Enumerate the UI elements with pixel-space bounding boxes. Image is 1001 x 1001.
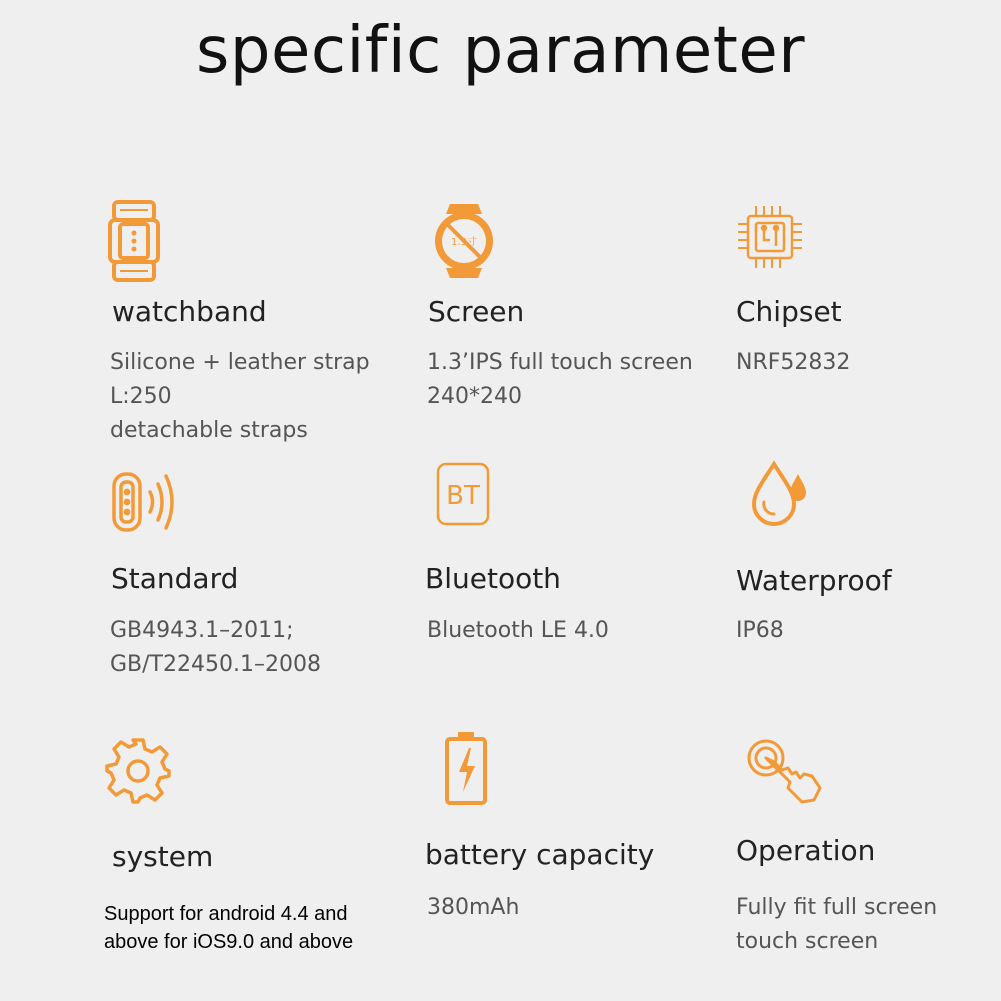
screen-size-text: 1.3寸 — [451, 237, 477, 248]
bluetooth-label: Bluetooth — [425, 562, 561, 595]
chipset-description — [736, 346, 850, 380]
desc-line: GB/T22450.1–2008 — [110, 652, 321, 677]
desc-line: GB4943.1–2011; — [110, 618, 294, 643]
bt-text: BT — [446, 481, 480, 511]
page-title: specific parameter — [195, 14, 806, 88]
screen-label: Screen — [428, 295, 525, 328]
chipset-icon — [736, 204, 804, 270]
chipset-label: Chipset — [736, 295, 842, 328]
bluetooth-icon — [436, 462, 490, 526]
waterproof-description — [736, 614, 784, 648]
desc-line: Bluetooth LE 4.0 — [427, 618, 609, 643]
watchband-label: watchband — [112, 295, 267, 328]
watchband-description — [110, 346, 370, 448]
touch-icon — [746, 738, 826, 810]
gear-icon — [103, 736, 173, 806]
operation-label: Operation — [736, 834, 876, 867]
desc-line: touch screen — [736, 929, 879, 954]
waterproof-label: Waterproof — [736, 564, 892, 597]
desc-line: NRF52832 — [736, 350, 851, 375]
battery-icon — [444, 730, 488, 806]
battery-label: battery capacity — [425, 838, 655, 871]
bluetooth-description — [427, 614, 609, 648]
desc-line: 1.3’IPS full touch screen — [427, 350, 693, 375]
desc-line: 380mAh — [427, 895, 520, 920]
standard-description — [110, 614, 321, 682]
battery-description — [427, 891, 519, 925]
desc-line: Silicone + leather strap — [110, 350, 370, 375]
desc-line: detachable straps — [110, 418, 308, 443]
screen-description — [427, 346, 693, 414]
operation-description — [736, 891, 937, 959]
desc-line: IP68 — [736, 618, 784, 643]
system-description: Support for android 4.4 and above for iOS9.0 and above — [104, 903, 354, 953]
desc-line: 240*240 — [427, 384, 522, 409]
watchband-icon — [106, 200, 162, 282]
standard-label: Standard — [111, 562, 239, 595]
standard-band-icon — [110, 470, 180, 534]
system-label: system — [112, 840, 214, 873]
waterdrop-icon — [748, 460, 812, 526]
desc-line: L:250 — [110, 384, 172, 409]
watch-screen-icon — [428, 200, 500, 282]
desc-line: Fully fit full screen — [736, 895, 938, 920]
